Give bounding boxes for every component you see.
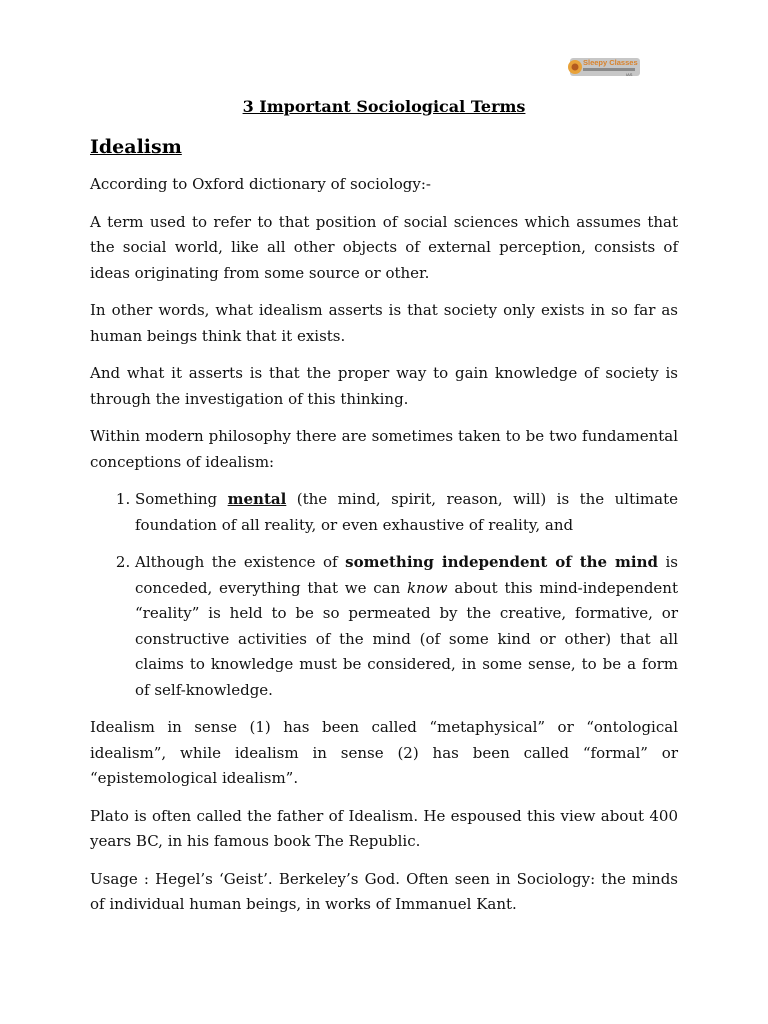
- plato-paragraph: Plato is often called the father of Idealism. He espoused this view about 400 years BC, in his famous book The Republic.: [90, 806, 678, 850]
- list-item-2-italic: know: [407, 578, 448, 597]
- sleepy-classes-logo: [564, 52, 644, 82]
- list-item-2-keyword: something independent of the mind: [345, 553, 658, 571]
- logo-graphic: [564, 52, 644, 82]
- document-page: [90, 96, 678, 930]
- list-item: [135, 487, 678, 538]
- list-item: [135, 550, 678, 703]
- knowledge-paragraph: And what it asserts is that the proper way to gain knowledge of society is through the investigation of this thinking.: [90, 364, 678, 408]
- senses-paragraph: Idealism in sense (1) has been called “metaphysical” or “ontological idealism”, while idealism in sense (2) has been called “formal” or “epistemological idealism”.: [90, 718, 678, 787]
- conceptions-paragraph: Within modern philosophy there are sometimes taken to be two fundamental conceptions of idealism:: [90, 427, 678, 471]
- usage-paragraph: Usage : Hegel’s ‘Geist’. Berkeley’s God. Often seen in Sociology: the minds of individual human beings, in works of Immanuel Kant.: [90, 869, 678, 913]
- list-item-2-mid: is conceded, everything that we can: [135, 553, 679, 597]
- section-heading-idealism: Idealism: [90, 136, 182, 158]
- list-item-1-keyword: mental: [227, 490, 287, 508]
- intro-paragraph: According to Oxford dictionary of sociology:-: [90, 175, 431, 193]
- logo-text: Sleepy Classes: [583, 58, 638, 67]
- document-title: 3 Important Sociological Terms: [242, 97, 526, 116]
- list-item-2-pre: Although the existence of: [135, 553, 346, 571]
- list-item-1-post: (the mind, spirit, reason, will) is the ultimate foundation of all reality, or even exhaustive of reality, and: [135, 490, 678, 534]
- definition-paragraph: A term used to refer to that position of social sciences which assumes that the social world, like all other objects of external perception, consists of ideas originating from some source or other.: [90, 212, 678, 282]
- list-item-1-pre: Something: [135, 490, 228, 508]
- conceptions-list: [90, 487, 678, 703]
- other-words-paragraph: In other words, what idealism asserts is that society only exists in so far as human beings think that it exists.: [90, 301, 678, 345]
- list-item-2-post: about this mind-independent “reality” is held to be so permeated by the creative, formative, or constructive activities of the mind (of some kind or other) that all claims to knowledge must be considered, in some sense, to be a form of self-knowledge.: [135, 578, 678, 699]
- logo-tagline: IAS: [626, 72, 633, 77]
